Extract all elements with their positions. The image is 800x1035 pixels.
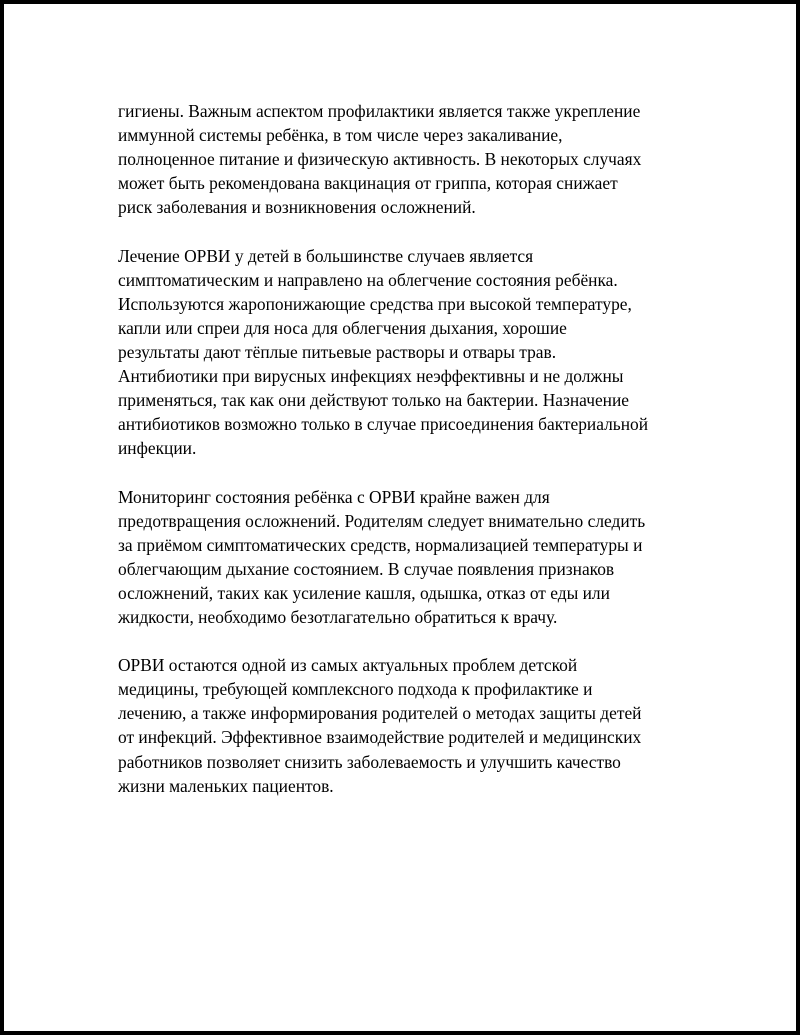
text-line: гигиены. Важным аспектом профилактики является также укрепление [118,101,641,121]
text-line: Антибиотики при вирусных инфекциях неэффективны и не должны [118,366,624,387]
paragraph-treatment [118,244,698,461]
text-line: применяться, так как они действуют только на бактерии. Назначение [118,390,629,411]
text-line: медицины, требующей комплексного подхода к профилактике и [118,679,593,700]
text-line: результаты дают тёплые питьевые растворы и отвары трав. [118,341,557,362]
text-line: работников позволяет снизить заболеваемость и улучшить качество [118,751,621,772]
text-line: полноценное питание и физическую активность. В некоторых случаях [118,149,642,170]
text-line: жидкости, необходимо безотлагательно обратиться к врачу. [118,606,558,627]
text-line: капли или спреи для носа для облегчения дыхания, хорошие [118,317,567,338]
document-body [118,99,698,822]
text-line: Лечение ОРВИ у детей в большинстве случаев является [118,245,534,266]
paragraph-conclusion [118,653,698,798]
text-line: от инфекций. Эффективное взаимодействие родителей и медицинских [118,727,642,748]
text-line: инфекции. [118,438,197,459]
text-line: Используются жаропонижающие средства при высокой температуре, [118,293,632,314]
text-line: Мониторинг состояния ребёнка с ОРВИ крайне важен для [118,486,550,507]
text-line: антибиотиков возможно только в случае присоединения бактериальной [118,414,649,435]
text-line: предотвращения осложнений. Родителям следует внимательно следить [118,510,646,531]
paragraph-prevention [118,99,698,219]
text-line: риск заболевания и возникновения осложнений. [118,197,476,218]
text-line: лечению, а также информирования родителей о методах защиты детей [118,703,642,724]
text-line: иммунной системы ребёнка, в том числе через закаливание, [118,125,563,146]
text-line: симптоматическим и направлено на облегчение состояния ребёнка. [118,269,618,290]
text-line: ОРВИ остаются одной из самых актуальных проблем детской [118,655,578,676]
text-line: облегчающим дыхание состоянием. В случае появления признаков [118,558,615,579]
text-line: за приёмом симптоматических средств, нормализацией температуры и [118,534,643,555]
paragraph-monitoring [118,485,698,630]
text-line: может быть рекомендована вакцинация от гриппа, которая снижает [118,173,618,194]
text-line: жизни маленьких пациентов. [118,775,334,796]
text-line: осложнений, таких как усиление кашля, одышка, отказ от еды или [118,582,610,603]
